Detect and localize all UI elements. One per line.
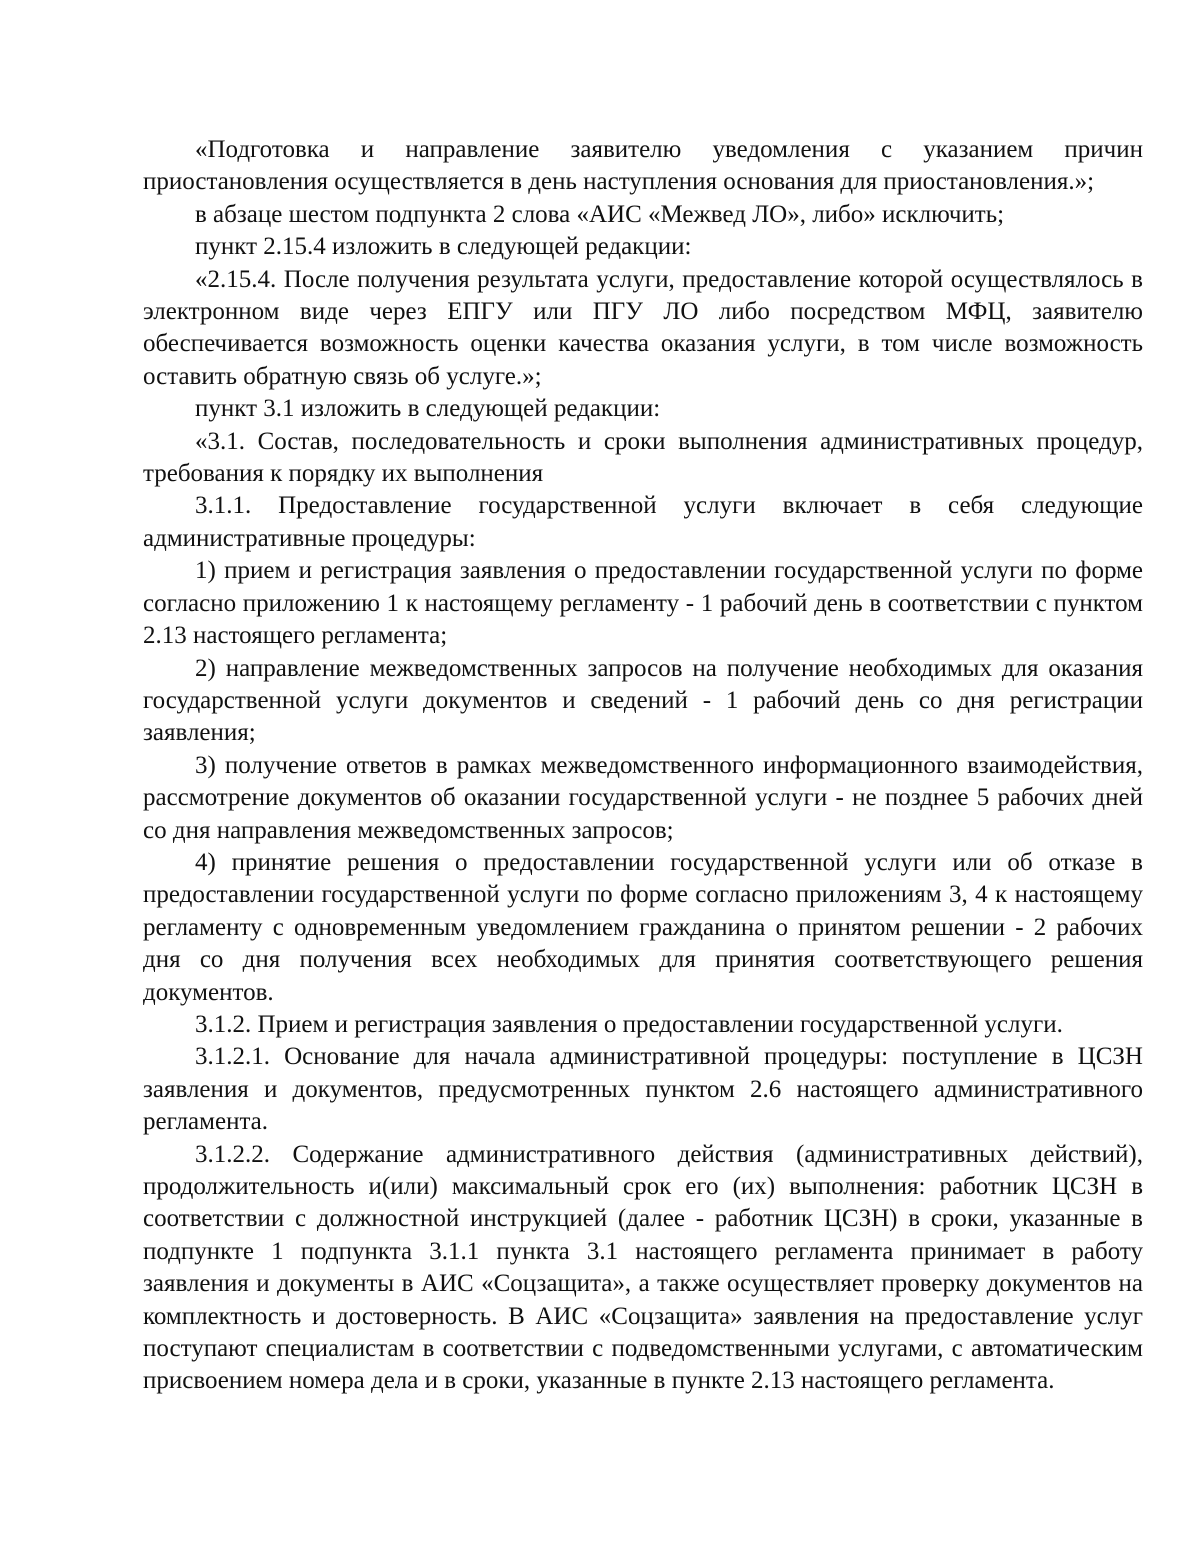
- paragraph-9: 2) направление межведомственных запросов на получение необходимых для оказания государственной услуги документов и сведений - 1 рабочий день со дня регистрации заявления;: [143, 654, 1143, 747]
- paragraph-7: 3.1.1. Предоставление государственной услуги включает в себя следующие административные процедуры:: [143, 492, 1143, 552]
- paragraph-8: 1) прием и регистрация заявления о предоставлении государственной услуги по форме согласно приложению 1 к настоящему регламенту - 1 рабочий день в соответствии с пунктом 2.13 настоящего регламента;: [143, 557, 1143, 650]
- paragraph-10: 3) получение ответов в рамках межведомственного информационного взаимодействия, рассмотрение документов об оказании государственной услуги - не позднее 5 рабочих дней со дня направления межведомственных запросов;: [143, 751, 1143, 844]
- paragraph-12: 3.1.2. Прием и регистрация заявления о предоставлении государственной услуги.: [195, 1010, 1063, 1038]
- paragraph-14: 3.1.2.2. Содержание административного действия (административных действий), продолжительность и(или) максимальный срок его (их) выполнения: работник ЦСЗН в соответствии с должностной инструкцией (далее - работник ЦСЗН) в сроки, указанные в подпункте 1 подпункта 3.1.1 пункта 3.1 настоящего регламента принимает в работу заявления и документы в АИС «Соцзащита», а также осуществляет проверку документов на комплектность и достоверность. В АИС «Соцзащита» заявления на предоставление услуг поступают специалистам в соответствии с подведомственными услугами, с автоматическим присвоением номера дела и в сроки, указанные в пункте 2.13 настоящего регламента.: [143, 1140, 1143, 1395]
- paragraph-3: пункт 2.15.4 изложить в следующей редакции:: [195, 233, 692, 261]
- paragraph-13: 3.1.2.1. Основание для начала административной процедуры: поступление в ЦСЗН заявления и документов, предусмотренных пунктом 2.6 настоящего административного регламента.: [143, 1043, 1143, 1136]
- paragraph-2: в абзаце шестом подпункта 2 слова «АИС «Межвед ЛО», либо» исключить;: [195, 200, 1005, 228]
- paragraph-4: «2.15.4. После получения результата услуги, предоставление которой осуществлялось в электронном виде через ЕПГУ или ПГУ ЛО либо посредством МФЦ, заявителю обеспечивается возможность оценки качества оказания услуги, в том числе возможность оставить обратную связь об услуге.»;: [143, 265, 1143, 390]
- paragraph-11: 4) принятие решения о предоставлении государственной услуги или об отказе в предоставлении государственной услуги по форме согласно приложениям 3, 4 к настоящему регламенту с одновременным уведомлением гражданина о принятом решении - 2 рабочих дня со дня получения всех необходимых для принятия соответствующего решения документов.: [143, 848, 1143, 1006]
- paragraph-5: пункт 3.1 изложить в следующей редакции:: [195, 395, 661, 423]
- paragraph-6: «3.1. Состав, последовательность и сроки выполнения административных процедур, требования к порядку их выполнения: [143, 427, 1143, 488]
- paragraph-1: «Подготовка и направление заявителю уведомления с указанием причин приостановления осуществляется в день наступления основания для приостановления.»;: [143, 136, 1143, 196]
- document-page: [143, 134, 1143, 1398]
